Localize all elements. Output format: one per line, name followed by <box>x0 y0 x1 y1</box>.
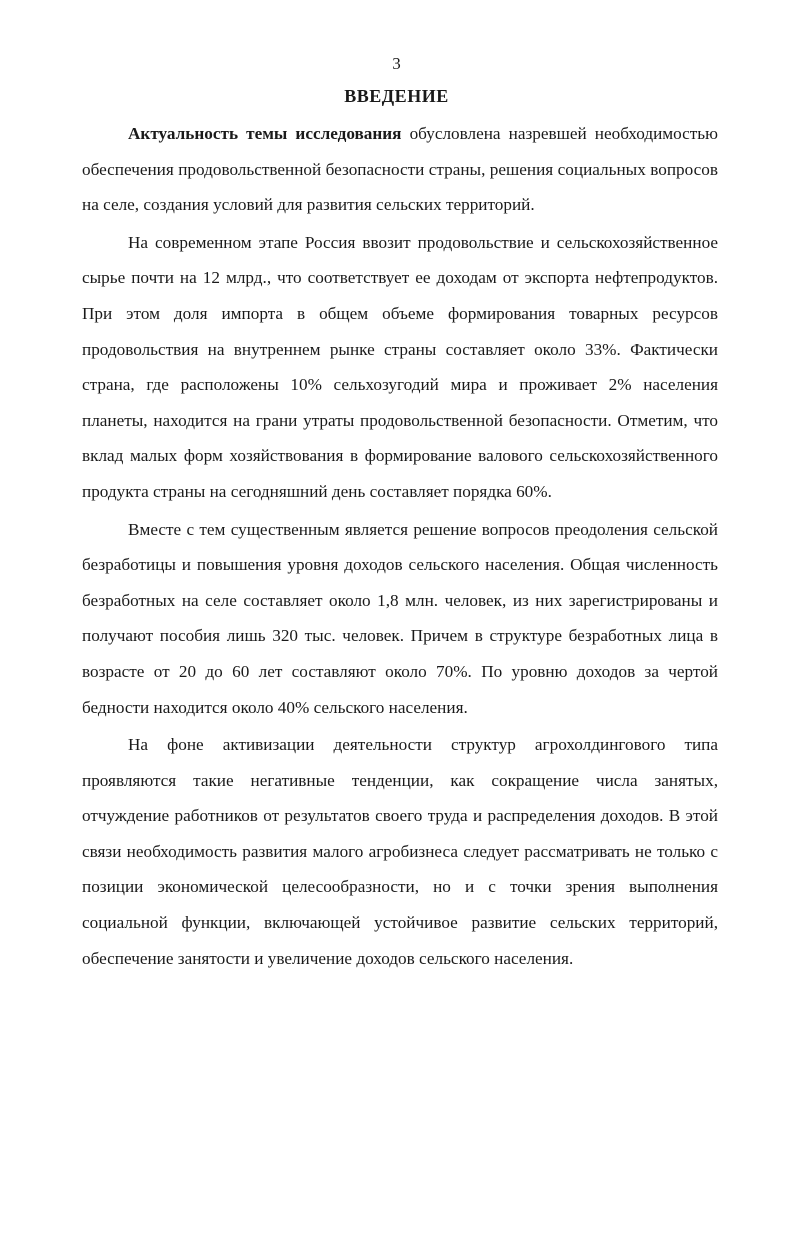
paragraph-agroholdings: На фоне активизации деятельности структур агрохолдингового типа проявляются такие негативные тенденции, как сокращение числа занятых, отчуждение работников от результатов своего труда и распределения доходов. В этой связи необходимость развития малого агробизнеса следует рассматривать не только с позиции экономической целесообразности, но и с точки зрения выполнения социальной функции, включающей устойчивое развитие сельских территорий, обеспечение занятости и увеличение доходов сельского населения. <box>82 735 718 968</box>
paragraph-lead: Актуальность темы исследования <box>128 124 402 143</box>
paragraph-text: обусловлена назревшей необходимостью обеспечения продовольственной безопасности страны, решения социальных вопросов на селе, создания условий для развития сельских территорий. <box>82 124 718 215</box>
body-text <box>82 116 718 976</box>
paragraph-food-import: На современном этапе Россия ввозит продовольствие и сельскохозяйственное сырье почти на 12 млрд., что соответствует ее доходам от экспорта нефтепродуктов. При этом доля импорта в общем объеме формирования товарных ресурсов продовольствия на внутреннем рынке страны составляет около 33%. Фактически страна, где расположены 10% сельхозугодий мира и проживает 2% населения планеты, находится на грани утраты продовольственной безопасности. Отметим, что вклад малых форм хозяйствования в формирование валового сельскохозяйственного продукта страны на сегодняшний день составляет порядка 60%. <box>82 232 718 501</box>
page-number: 3 <box>392 54 401 73</box>
section-title: ВВЕДЕНИЕ <box>344 86 449 106</box>
paragraph-unemployment: Вместе с тем существенным является решение вопросов преодоления сельской безработицы и повышения уровня доходов сельского населения. Общая численность безработных на селе составляет около 1,8 млн. человек, из них зарегистрированы и получают пособия лишь 320 тыс. человек. Причем в структуре безработных лица в возрасте от 20 до 60 лет составляют около 70%. По уровню доходов за чертой бедности находится около 40% сельского населения. <box>82 519 718 717</box>
paragraph-relevance <box>82 116 718 223</box>
